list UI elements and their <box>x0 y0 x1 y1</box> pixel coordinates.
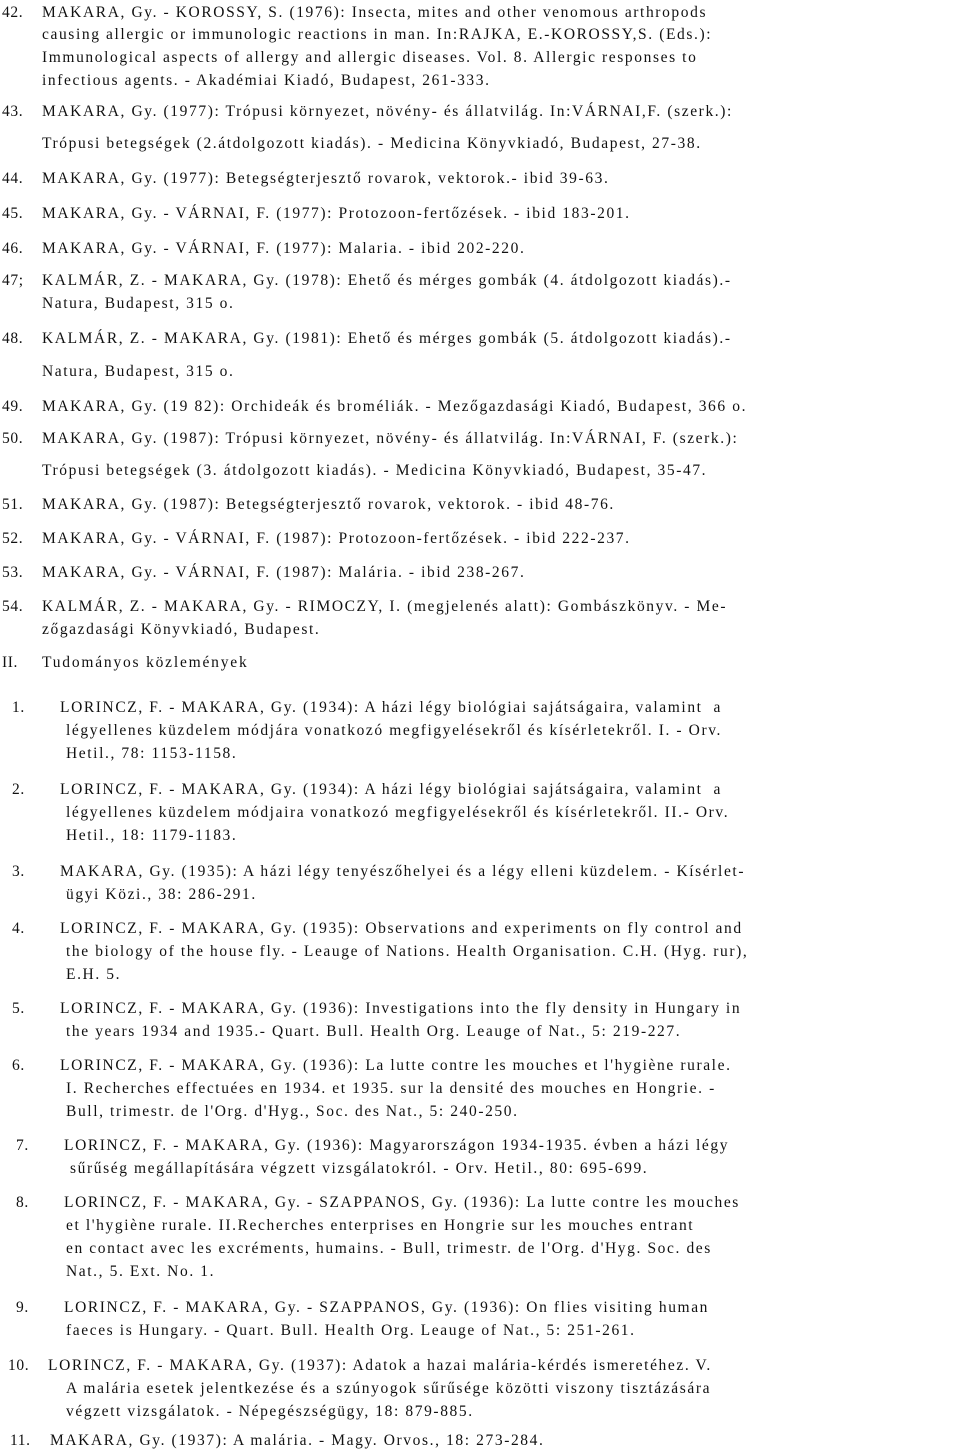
entry-text: Trópusi betegségek (3. átdolgozott kiadás). - Medicina Könyvkiadó, Budapest, 35-47. <box>42 462 708 479</box>
entry-text: MAKARA, Gy. - VÁRNAI, F. (1987): Malária. - ibid 238-267. <box>42 564 526 581</box>
entry-text: the biology of the house fly. - Leauge of Nations. Health Organisation. C.H. (Hyg. rur), <box>66 943 749 960</box>
entry-text: légyellenes küzdelem módjaira vonatkozó megfigyelésekről és kísérletekről. II.- Orv. <box>66 804 730 821</box>
entry-number: II. <box>2 654 18 671</box>
entry-text: Hetil., 78: 1153-1158. <box>66 745 238 762</box>
reference-entry-continuation <box>42 295 235 313</box>
entry-number: 42. <box>2 4 24 21</box>
entry-text: LORINCZ, F. - MAKARA, Gy. (1934): A házi légy biológiai sajátságaira, valamint a <box>60 781 723 798</box>
reference-entry-continuation <box>66 745 237 763</box>
entry-text: LORINCZ, F. - MAKARA, Gy. (1934): A házi légy biológiai sajátságaira, valamint a <box>60 699 723 716</box>
reference-entry-continuation <box>42 363 235 381</box>
entry-number: 46. <box>2 240 24 257</box>
reference-entry-continuation <box>42 26 712 44</box>
entry-text: légyellenes küzdelem módjára vonatkozó megfigyelésekről és kísérletekről. I. - Orv. <box>66 722 723 739</box>
entry-number: 49. <box>2 398 24 415</box>
entry-text: sűrűség megállapítására végzett vizsgálatokról. - Orv. Hetil., 80: 695-699. <box>70 1160 649 1177</box>
reference-entry-continuation <box>42 135 702 153</box>
reference-entry-first-line <box>2 240 525 258</box>
entry-text: E.H. 5. <box>66 966 122 983</box>
reference-entry-first-line <box>2 530 631 548</box>
entry-text: faeces is Hungary. - Quart. Bull. Health Org. Leauge of Nat., 5: 251-261. <box>66 1322 636 1339</box>
entry-text: Trópusi betegségek (2.átdolgozott kiadás). - Medicina Könyvkiadó, Budapest, 27-38. <box>42 135 702 152</box>
entry-number: 54. <box>2 598 24 615</box>
entry-number: 5. <box>12 1000 25 1017</box>
entry-text: MAKARA, Gy. - VÁRNAI, F. (1977): Protozoon-fertőzések. - ibid 183-201. <box>42 205 631 222</box>
entry-number: 1. <box>12 699 25 716</box>
entry-text: MAKARA, Gy. (19 82): Orchideák és broméliák. - Mezőgazdasági Kiadó, Budapest, 366 o. <box>42 398 748 415</box>
entry-number: 8. <box>16 1194 29 1211</box>
reference-entry-first-line <box>16 1137 729 1155</box>
entry-text: MAKARA, Gy. (1987): Trópusi környezet, növény- és állatvilág. In:VÁRNAI, F. (szerk.): <box>42 430 739 447</box>
entry-number: 44. <box>2 170 24 187</box>
entry-number: 7. <box>16 1137 29 1154</box>
reference-entry-continuation <box>66 1240 712 1258</box>
reference-entry-continuation <box>66 886 257 904</box>
entry-number: 2. <box>12 781 25 798</box>
reference-entry-continuation <box>66 1080 716 1098</box>
reference-entry-first-line <box>2 4 707 22</box>
reference-entry-continuation <box>66 1217 694 1235</box>
entry-number: 45. <box>2 205 24 222</box>
entry-text: MAKARA, Gy. (1977): Betegségterjesztő rovarok, vektorok.- ibid 39-63. <box>42 170 610 187</box>
entry-text: MAKARA, Gy. - VÁRNAI, F. (1977): Malaria. - ibid 202-220. <box>42 240 526 257</box>
entry-number: 10. <box>8 1357 30 1374</box>
reference-entry-continuation <box>70 1160 648 1178</box>
reference-entry-first-line <box>12 920 743 938</box>
reference-entry-first-line <box>10 1432 545 1450</box>
reference-entry-first-line <box>2 170 609 188</box>
reference-entry-continuation <box>66 1380 711 1398</box>
entry-text: Hetil., 18: 1179-1183. <box>66 827 238 844</box>
reference-entry-first-line <box>16 1299 709 1317</box>
reference-entry-continuation <box>66 827 237 845</box>
reference-entry-first-line <box>2 272 732 290</box>
entry-text: LORINCZ, F. - MAKARA, Gy. - SZAPPANOS, Gy. (1936): La lutte contre les mouches <box>64 1194 740 1211</box>
entry-text: I. Recherches effectuées en 1934. et 1935. sur la densité des mouches en Hongrie. - <box>66 1080 716 1097</box>
entry-number: 6. <box>12 1057 25 1074</box>
entry-number: 47; <box>2 272 24 289</box>
entry-text: LORINCZ, F. - MAKARA, Gy. (1936): Magyarországon 1934-1935. évben a házi légy <box>64 1137 730 1154</box>
reference-entry-continuation <box>66 1103 519 1121</box>
entry-number: 48. <box>2 330 24 347</box>
reference-entry-continuation <box>66 1023 681 1041</box>
entry-text: A malária esetek jelentkezése és a szúnyogok sűrűsége közötti viszony tisztázására <box>66 1380 712 1397</box>
entry-number: 9. <box>16 1299 29 1316</box>
entry-number: 53. <box>2 564 24 581</box>
entry-text: LORINCZ, F. - MAKARA, Gy. (1937): Adatok a hazai malária-kérdés ismeretéhez. V. <box>48 1357 712 1374</box>
reference-entry-first-line <box>12 1057 732 1075</box>
entry-text: Bull, trimestr. de l'Org. d'Hyg., Soc. des Nat., 5: 240-250. <box>66 1103 519 1120</box>
reference-entry-continuation <box>42 72 491 90</box>
reference-entry-first-line <box>8 1357 712 1375</box>
reference-entry-first-line <box>2 564 525 582</box>
entry-text: causing allergic or immunologic reactions in man. In:RAJKA, E.-KOROSSY,S. (Eds.): <box>42 26 713 43</box>
entry-number: 51. <box>2 496 24 513</box>
entry-text: végzett vizsgálatok. - Népegészségügy, 18: 879-885. <box>66 1403 474 1420</box>
entry-number: 52. <box>2 530 24 547</box>
reference-entry-continuation <box>66 1403 474 1421</box>
entry-text: zőgazdasági Könyvkiadó, Budapest. <box>42 621 321 638</box>
reference-entry-first-line <box>2 103 733 121</box>
entry-text: Natura, Budapest, 315 o. <box>42 295 235 312</box>
reference-entry-first-line <box>2 398 747 416</box>
entry-text: MAKARA, Gy. - VÁRNAI, F. (1987): Protozoon-fertőzések. - ibid 222-237. <box>42 530 631 547</box>
entry-text: MAKARA, Gy. (1987): Betegségterjesztő rovarok, vektorok. - ibid 48-76. <box>42 496 615 513</box>
reference-entry-first-line <box>12 781 722 799</box>
reference-entry-first-line <box>2 598 727 616</box>
entry-text: KALMÁR, Z. - MAKARA, Gy. (1978): Ehető és mérges gombák (4. átdolgozott kiadás).- <box>42 272 732 289</box>
entry-text: the years 1934 and 1935.- Quart. Bull. Health Org. Leauge of Nat., 5: 219-227. <box>66 1023 682 1040</box>
reference-entry-continuation <box>42 462 707 480</box>
entry-text: KALMÁR, Z. - MAKARA, Gy. (1981): Ehető és mérges gombák (5. átdolgozott kiadás).- <box>42 330 732 347</box>
entry-text: Nat., 5. Ext. No. 1. <box>66 1263 216 1280</box>
reference-entry-continuation <box>42 621 320 639</box>
entry-text: MAKARA, Gy. (1977): Trópusi környezet, növény- és állatvilág. In:VÁRNAI,F. (szerk.): <box>42 103 733 120</box>
reference-entry-first-line <box>16 1194 740 1212</box>
entry-text: infectious agents. - Akadémiai Kiadó, Budapest, 261-333. <box>42 72 491 89</box>
entry-number: 11. <box>10 1432 31 1449</box>
reference-entry-continuation <box>66 804 729 822</box>
reference-entry-first-line <box>12 863 745 881</box>
reference-entry-first-line <box>12 699 722 717</box>
entry-text: en contact avec les excréments, humains. - Bull, trimestr. de l'Org. d'Hyg. Soc. des <box>66 1240 712 1257</box>
section-heading-text: Tudományos közlemények <box>42 654 249 671</box>
entry-text: KALMÁR, Z. - MAKARA, Gy. - RIMOCZY, I. (megjelenés alatt): Gombászkönyv. - Me- <box>42 598 728 615</box>
entry-text: LORINCZ, F. - MAKARA, Gy. (1936): La lutte contre les mouches et l'hygiène rurale. <box>60 1057 732 1074</box>
entry-text: LORINCZ, F. - MAKARA, Gy. - SZAPPANOS, Gy. (1936): On flies visiting human <box>64 1299 710 1316</box>
entry-text: ügyi Közi., 38: 286-291. <box>66 886 257 903</box>
reference-entry-first-line <box>2 430 738 448</box>
section-heading <box>2 654 249 672</box>
reference-entry-continuation <box>66 1263 215 1281</box>
reference-entry-continuation <box>66 966 121 984</box>
reference-entry-first-line <box>2 496 615 514</box>
entry-text: MAKARA, Gy. (1937): A malária. - Magy. Orvos., 18: 273-284. <box>50 1432 545 1449</box>
reference-entry-continuation <box>66 722 722 740</box>
entry-text: LORINCZ, F. - MAKARA, Gy. (1935): Observations and experiments on fly control and <box>60 920 743 937</box>
reference-entry-continuation <box>42 49 697 67</box>
entry-number: 50. <box>2 430 24 447</box>
entry-text: Immunological aspects of allergy and allergic diseases. Vol. 8. Allergic responses to <box>42 49 698 66</box>
entry-text: LORINCZ, F. - MAKARA, Gy. (1936): Investigations into the fly density in Hungary in <box>60 1000 742 1017</box>
entry-text: et l'hygiène rurale. II.Recherches enterprises en Hongrie sur les mouches entrant <box>66 1217 695 1234</box>
entry-number: 4. <box>12 920 25 937</box>
reference-entry-first-line <box>2 205 631 223</box>
entry-text: MAKARA, Gy. - KOROSSY, S. (1976): Insecta, mites and other venomous arthropods <box>42 4 708 21</box>
reference-entry-first-line <box>2 330 732 348</box>
entry-number: 3. <box>12 863 25 880</box>
reference-entry-first-line <box>12 1000 741 1018</box>
entry-text: Natura, Budapest, 315 o. <box>42 363 235 380</box>
entry-number: 43. <box>2 103 24 120</box>
reference-entry-continuation <box>66 943 748 961</box>
reference-entry-continuation <box>66 1322 636 1340</box>
entry-text: MAKARA, Gy. (1935): A házi légy tenyészőhelyei és a légy elleni küzdelem. - Kísérlet- <box>60 863 746 880</box>
